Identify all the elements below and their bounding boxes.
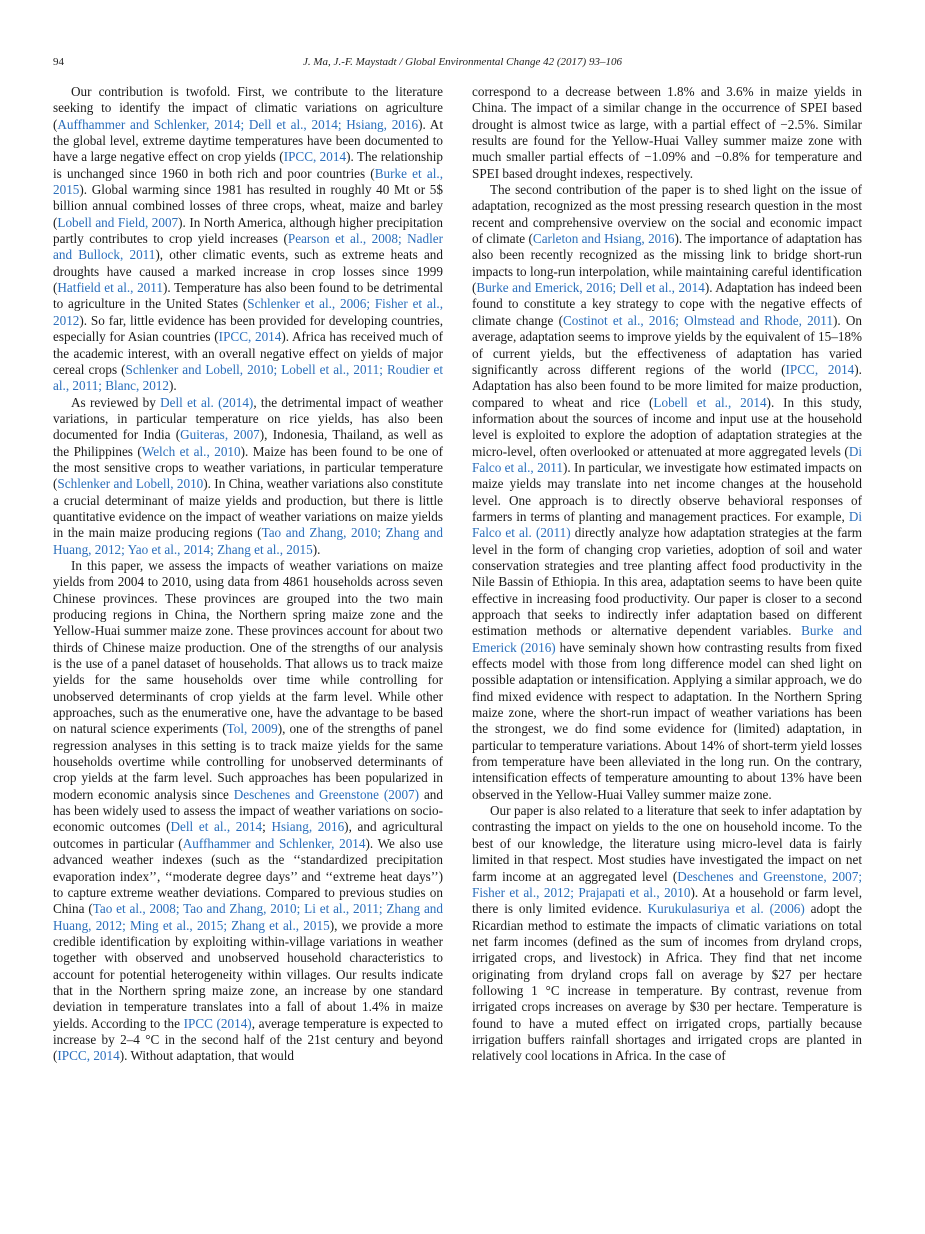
citation-link[interactable]: Tol, 2009 xyxy=(226,721,278,737)
citation-link[interactable]: Schlenker et al., 2006; Fisher et al., 2012 xyxy=(53,296,443,328)
citation-link[interactable]: Lobell et al., 2014 xyxy=(653,394,767,410)
paragraph: Our paper is also related to a literature that seek to infer adaptation by contrasting the impact on yields to the one on household income. To the best of our knowledge, the literature using micro-level data is fairly limited in that respect. Most studies have investigated the impact on net farm income at an aggregated level (Deschenes and Greenstone, 2007; Fisher et al., 2012; Prajapati et al., 2010). At a household or farm level, there is only limited evidence. Kurukulasuriya et al. (2006) adopt the Ricardian method to estimate the impacts of climatic variations on total net farm incomes (defined as the sum of incomes from dryland crops, irrigated crops, and livestock) in Africa. They find that net income originating from dryland crops fall on average by $27 per hectare following 1 °C increase in temperature. By contrast, revenue from irrigated crops increases on average by $30 per hectare. Temperature is found to have a muted effect on irrigated crops, partially because irrigation buffers rainfall shortages and irrigated crops are planted in relatively cool locations in Africa. In the case of xyxy=(472,803,862,1064)
left-column xyxy=(53,84,443,1065)
running-head: J. Ma, J.-F. Maystadt / Global Environmental Change 42 (2017) 93–106 xyxy=(303,56,622,68)
citation-link[interactable]: Burke et al., 2015 xyxy=(53,165,443,198)
citation-link[interactable]: Costinot et al., 2016; Olmstead and Rhode, 2011 xyxy=(562,312,833,328)
citation-link[interactable]: Dell et al., 2014 xyxy=(170,819,263,835)
citation-link[interactable]: Tao et al., 2008; Tao and Zhang, 2010; Li et al., 2011; Zhang and Huang, 2012; Ming et al., 2015; Zhang et al., 2015 xyxy=(53,901,443,933)
citation-link[interactable]: IPCC (2014) xyxy=(183,1015,252,1031)
citation-link[interactable]: Dell et al. (2014) xyxy=(160,394,254,410)
citation-link[interactable]: IPCC, 2014 xyxy=(57,1048,120,1064)
citation-link[interactable]: Pearson et al., 2008; Nadler and Bullock, 2011 xyxy=(53,231,443,263)
citation-link[interactable]: Lobell and Field, 2007 xyxy=(57,214,179,230)
citation-link[interactable]: Auffhammer and Schlenker, 2014 xyxy=(182,835,366,851)
citation-link[interactable]: Schlenker and Lobell, 2010; Lobell et al., 2011; Roudier et al., 2011; Blanc, 2012 xyxy=(53,361,443,394)
citation-link[interactable]: Hsiang, 2016 xyxy=(271,819,345,835)
citation-link[interactable]: IPCC, 2014 xyxy=(218,329,282,345)
citation-link[interactable]: Guiteras, 2007 xyxy=(180,427,260,443)
citation-link[interactable]: Kurukulasuriya et al. (2006) xyxy=(647,901,805,917)
citation-link[interactable]: Welch et al., 2010 xyxy=(141,443,241,459)
citation-link[interactable]: Schlenker and Lobell, 2010 xyxy=(57,476,204,492)
citation-link[interactable]: Di Falco et al., 2011 xyxy=(472,443,862,475)
citation-link[interactable]: IPCC, 2014 xyxy=(283,149,347,165)
paragraph: correspond to a decrease between 1.8% and 3.6% in maize yields in China. The impact of a similar change in the occurrence of SPEI based drought is almost twice as large, with a partial effect of −2.5%. Similar results are found for the Yellow-Huai Valley summer maize zone with much smaller partial effects of −1.09% and −0.8% for temperature and SPEI based drought indexes, respectively. xyxy=(472,84,862,181)
citation-link[interactable]: Carleton and Hsiang, 2016 xyxy=(532,231,675,247)
right-column xyxy=(472,84,862,1065)
citation-link[interactable]: Burke and Emerick (2016) xyxy=(472,623,862,655)
citation-link[interactable]: Tao and Zhang, 2010; Zhang and Huang, 2012; Yao et al., 2014; Zhang et al., 2015 xyxy=(53,525,443,557)
paragraph: The second contribution of the paper is to shed light on the issue of adaptation, recognized as the most pressing research question in the most recent and comprehensive overview on the social and economic impact of climate (Carleton and Hsiang, 2016). The importance of adaptation has also been recently recognized as the missing link to bridge short-run impacts to long-run interpolation, while maintaining careful identification (Burke and Emerick, 2016; Dell et al., 2014). Adaptation has indeed been found to constitute a key strategy to cope with the negative effects of climate change (Costinot et al., 2016; Olmstead and Rhode, 2011). On average, adaptation seems to improve yields by the equivalent of 15–18% of current yields, but the effectiveness of adaptation has varied significantly across different regions of the world (IPCC, 2014). Adaptation has also been found to be more limited for maize production, compared to wheat and rice (Lobell et al., 2014). In this study, information about the sources of income and input use at the household level is exploited to explore the adoption of adaptation strategies at the micro-level, often overlooked or attenuated at more aggregated levels (Di Falco et al., 2011). In particular, we investigate how estimated impacts on maize yields may translate into net income changes at the household level. One approach is to directly observe behavioral responses of farmers in terms of planting and management practices. For example, Di Falco et al. (2011) directly analyze how adaptation strategies at the farm level in the form of changing crop varieties, adoption of soil and water conservation strategies and tree planting affect food productivity in the Nile Bassin of Ethiopia. In this area, adaptation seems to have been quite effective in increasing food productivity. Our paper is closer to a second approach that seeks to indirectly infer adaptation based on different estimation methods or alternative dependent variables. Burke and Emerick (2016) have seminaly shown how contrasting results from fixed effects model with those from long difference model can shed light on possible adaptation or intensification. Applying a similar approach, we do find mixed evidence with respect to adaptation. In the Northern Spring maize zone, where the short-run impact of weather variations has been the strongest, we do find some evidence for (limited) adaptation, in particular to temperature variations. About 14% of short-term yield losses from temperature have been alleviated in the long run. On the contrary, intensification effects of temperature amounting to about 13% have been observed in the Yellow-Huai Valley summer maize zone. xyxy=(472,182,863,802)
citation-link[interactable]: Burke and Emerick, 2016; Dell et al., 2014 xyxy=(476,280,705,296)
paragraph: In this paper, we assess the impacts of weather variations on maize yields from 2004 to 2010, using data from 4861 households across seven Chinese provinces. These provinces are grouped into the two main producing regions in China, the Northern spring maize zone and the Yellow-Huai summer maize zone. These provinces account for about two thirds of Chinese maize production. One of the strengths of our analysis is the use of a panel dataset of households. That allows us to track maize yields for the same households over time while controlling for unobserved determinants of crop yields at the farm level. While other approaches, such as the enumerative one, have the advantage to be based on natural science experiments (Tol, 2009), one of the strengths of panel regression analyses in this setting is to track maize yields for the same households overtime while controlling for unobserved determinants of crop yields at the farm level. Such approaches has been popularized in modern economic analysis since Deschenes and Greenstone (2007) and has been widely used to assess the impact of weather variations on socio-economic outcomes (Dell et al., 2014; Hsiang, 2016), and agricultural outcomes in particular (Auffhammer and Schlenker, 2014). We also use advanced weather indexes (such as the ‘‘standardized precipitation evaporation index’’, ‘‘moderate degree days’’ and ‘‘extreme heat days’’) to capture extreme weather deviations. Compared to previous studies on China (Tao et al., 2008; Tao and Zhang, 2010; Li et al., 2011; Zhang and Huang, 2012; Ming et al., 2015; Zhang et al., 2015), we provide a more credible identification by exploiting within-village variations in weather together with observed and unobserved household characteristics to account for potential heterogeneity within villages. Our results indicate that in the Northern spring maize zone, an increase by one standard deviation in temperature translates into a fall of about 1.4% in maize yields. According to the IPCC (2014), average temperature is expected to increase by 2–4 °C in the second half of the 21st century and beyond (IPCC, 2014). Without adaptation, that would xyxy=(53,557,443,1064)
citation-link[interactable]: Hatfield et al., 2011 xyxy=(57,280,163,296)
citation-link[interactable]: Auffhammer and Schlenker, 2014; Dell et al., 2014; Hsiang, 2016 xyxy=(57,116,419,132)
paragraph: As reviewed by Dell et al. (2014), the detrimental impact of weather variations, in particular temperature on rice yields, has also been documented for India (Guiteras, 2007), Indonesia, Thailand, as well as the Philippines (Welch et al., 2010). Maize has been found to be one of the most sensitive crops to weather variations, in particular temperature (Schlenker and Lobell, 2010). In China, weather variations also constitute a crucial determinant of maize yields and production, but there is little quantitative evidence on the impact of weather variations on maize yields in the main maize producing regions (Tao and Zhang, 2010; Zhang and Huang, 2012; Yao et al., 2014; Zhang et al., 2015). xyxy=(53,394,444,557)
page-number: 94 xyxy=(53,56,64,68)
citation-link[interactable]: Deschenes and Greenstone, 2007; Fisher et al., 2012; Prajapati et al., 2010 xyxy=(472,868,862,900)
citation-link[interactable]: Di Falco et al. (2011) xyxy=(472,508,862,541)
citation-link[interactable]: Deschenes and Greenstone (2007) xyxy=(233,786,420,802)
paragraph: Our contribution is twofold. First, we contribute to the literature seeking to identify the impact of climatic variations on agriculture (Auffhammer and Schlenker, 2014; Dell et al., 2014; Hsiang, 2016). At the global level, extreme daytime temperatures have been documented to have a large negative effect on crop yields (IPCC, 2014). The relationship is unchanged since 1960 in both rich and poor countries (Burke et al., 2015). Global warming since 1981 has resulted in roughly 40 Mt or 5$ billion annual combined losses of three crops, wheat, maize and barley (Lobell and Field, 2007). In North America, although higher precipitation partly contributes to crop yield increases (Pearson et al., 2008; Nadler and Bullock, 2011), other climatic events, such as extreme heats and droughts have caused a marked increase in crop losses since 1999 (Hatfield et al., 2011). Temperature has also been found to be detrimental to agriculture in the United States (Schlenker et al., 2006; Fisher et al., 2012). So far, little evidence has been provided for developing countries, especially for Asian countries (IPCC, 2014). Africa has received much of the academic interest, with an overall negative effect on yields of major cereal crops (Schlenker and Lobell, 2010; Lobell et al., 2011; Roudier et al., 2011; Blanc, 2012). xyxy=(53,84,443,394)
citation-link[interactable]: IPCC, 2014 xyxy=(785,361,855,377)
